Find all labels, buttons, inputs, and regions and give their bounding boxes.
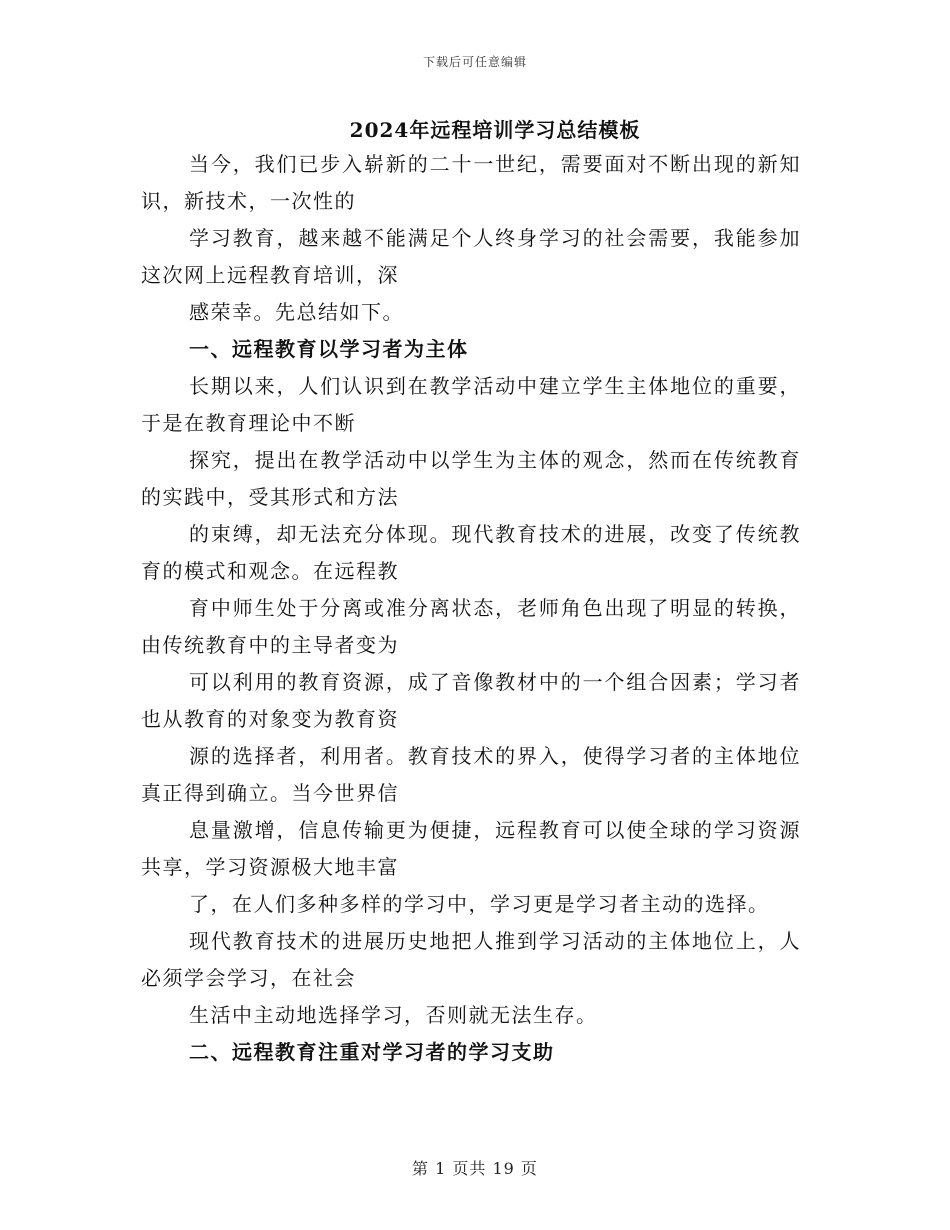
paragraph: 探究，提出在教学活动中以学生为主体的观念，然而在传统教育的实践中，受其形式和方法 (141, 448, 801, 509)
paragraph: 息量激增，信息传输更为便捷，远程教育可以使全球的学习资源共享，学习资源极大地丰富 (141, 818, 801, 879)
header-note: 下载后可任意编辑 (422, 55, 527, 69)
paragraph: 源的选择者，利用者。教育技术的界入，使得学习者的主体地位真正得到确立。当今世界信 (141, 744, 801, 805)
paragraph: 学习教育，越来越不能满足个人终身学习的社会需要，我能参加这次网上远程教育培训，深 (141, 226, 801, 287)
paragraph: 长期以来，人们认识到在教学活动中建立学生主体地位的重要，于是在教育理论中不断 (141, 374, 801, 435)
page-number-footer: 第 1 页共 19 页 (412, 1159, 538, 1178)
paragraph: 可以利用的教育资源，成了音像教材中的一个组合因素；学习者也从教育的对象变为教育资 (141, 670, 801, 731)
section-heading: 一、远程教育以学习者为主体 (189, 337, 469, 361)
paragraph: 的束缚，却无法充分体现。现代教育技术的进展，改变了传统教育的模式和观念。在远程教 (141, 522, 801, 583)
paragraph: 当今，我们已步入崭新的二十一世纪，需要面对不断出现的新知识，新技术，一次性的 (141, 152, 801, 213)
section-heading: 二、远程教育注重对学习者的学习支助 (189, 1040, 555, 1064)
paragraph: 现代教育技术的进展历史地把人推到学习活动的主体地位上，人必须学会学习，在社会 (141, 929, 801, 990)
paragraph: 育中师生处于分离或准分离状态，老师角色出现了明显的转换，由传统教育中的主导者变为 (141, 596, 801, 657)
document-title: 2024年远程培训学习总结模板 (349, 118, 641, 142)
document-body (141, 146, 801, 1071)
paragraph: 生活中主动地选择学习，否则就无法生存。 (189, 1003, 598, 1027)
paragraph: 感荣幸。先总结如下。 (189, 300, 404, 324)
paragraph: 了，在人们多种多样的学习中，学习更是学习者主动的选择。 (189, 892, 770, 916)
